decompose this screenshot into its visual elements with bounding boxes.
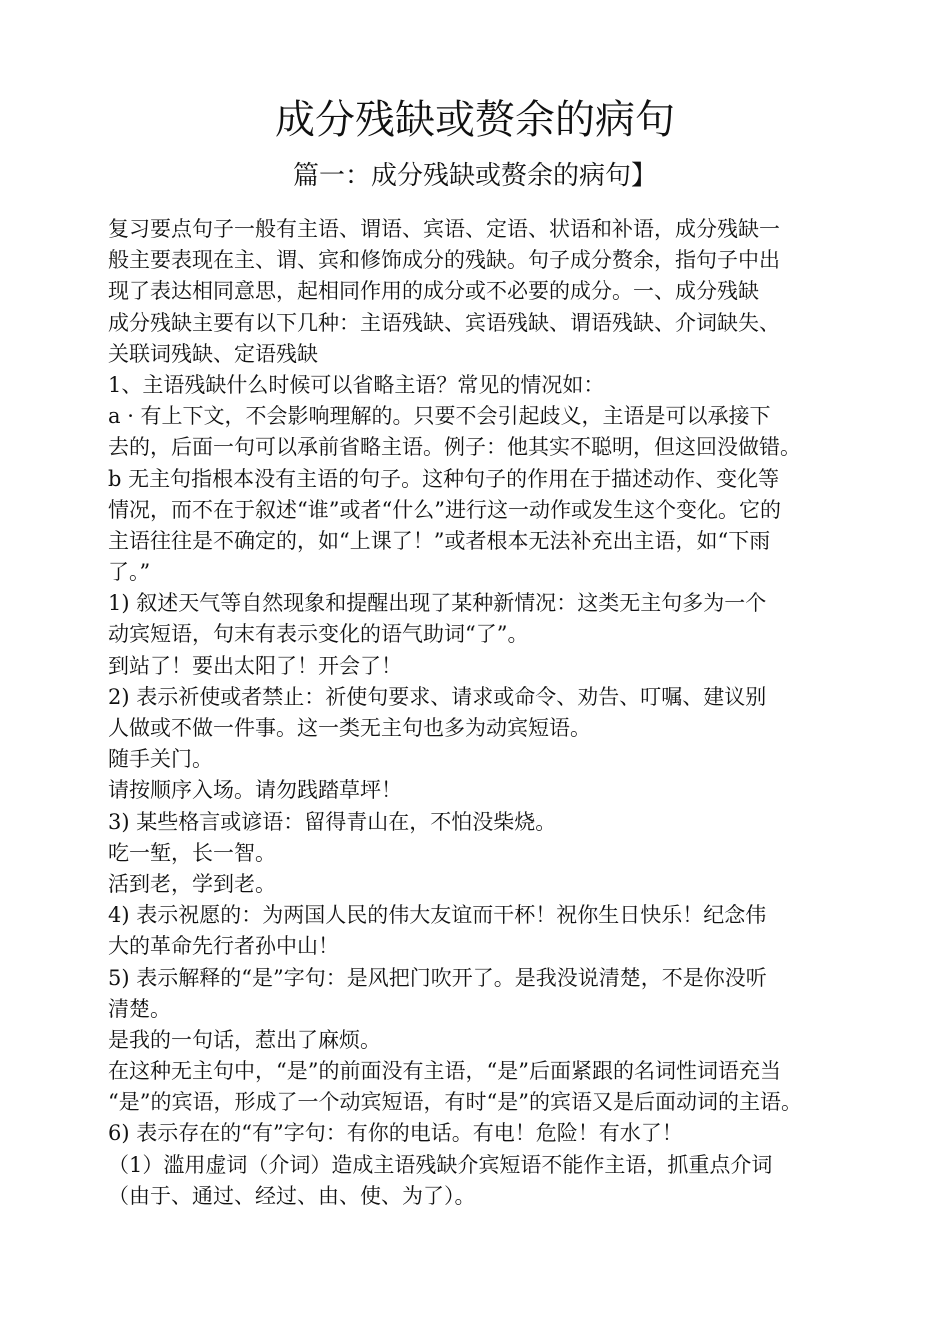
text-line: 般主要表现在主、谓、宾和修饰成分的残缺。句子成分赘余，指句子中出 [108, 248, 780, 273]
document-subtitle: 篇一：成分残缺或赘余的病句】 [292, 161, 657, 191]
text-line: 去的，后面一句可以承前省略主语。例子：他其实不聪明，但这回没做错。 [108, 435, 801, 460]
text-line: 活到老，学到老。 [108, 871, 276, 896]
text-line: “是”的宾语，形成了一个动宾短语，有时“是”的宾语又是后面动词的主语。 [108, 1090, 802, 1115]
text-line: b 无主句指根本没有主语的句子。这种句子的作用在于描述动作、变化等 [108, 466, 780, 491]
text-line: 人做或不做一件事。这一类无主句也多为动宾短语。 [108, 716, 591, 740]
text-line: （1）滥用虚词（介词）造成主语残缺介宾短语不能作主语，抓重点介词 [108, 1152, 773, 1177]
text-line: 5) 表示解释的“是”字句：是风把门吹开了。是我没说清楚，不是你没听 [108, 965, 767, 990]
text-line: 4) 表示祝愿的：为两国人民的伟大友谊而干杯！祝你生日快乐！纪念伟 [108, 903, 767, 928]
text-line: 情况，而不在于叙述“谁”或者“什么”进行这一动作或发生这个变化。它的 [108, 497, 781, 522]
document-title: 成分残缺或赘余的病句 [275, 97, 675, 143]
text-line: 关联词残缺、定语残缺 [108, 341, 318, 366]
text-line: 现了表达相同意思，起相同作用的成分或不必要的成分。一、成分残缺 [108, 279, 759, 304]
text-line: 主语往往是不确定的，如“上课了！”或者根本无法补充出主语，如“下雨 [108, 528, 771, 553]
text-line: 请按顺序入场。请勿践踏草坪！ [108, 778, 402, 803]
text-line: 2) 表示祈使或者禁止：祈使句要求、请求或命令、劝告、叮嘱、建议别 [108, 684, 767, 709]
text-line: 清楚。 [108, 996, 171, 1021]
text-line: 6) 表示存在的“有”字句：有你的电话。有电！危险！有水了！ [108, 1121, 683, 1146]
text-line: a · 有上下文，不会影响理解的。只要不会引起歧义，主语是可以承接下 [108, 404, 771, 429]
text-line: 3) 某些格言或谚语：留得青山在，不怕没柴烧。 [108, 809, 557, 834]
text-line: 随手关门。 [108, 747, 213, 772]
document-body [108, 214, 880, 1212]
text-line: 成分残缺主要有以下几种：主语残缺、宾语残缺、谓语残缺、介词缺失、 [108, 310, 780, 335]
text-line: 是我的一句话，惹出了麻烦。 [108, 1027, 381, 1052]
text-line: 1) 叙述天气等自然现象和提醒出现了某种新情况：这类无主句多为一个 [108, 591, 767, 616]
text-line: 在这种无主句中，“是”的前面没有主语，“是”后面紧跟的名词性词语充当 [108, 1059, 781, 1084]
text-line: 吃一堑，长一智。 [108, 840, 276, 865]
text-line: 动宾短语，句末有表示变化的语气助词“了”。 [108, 622, 529, 647]
text-line: 大的革命先行者孙中山！ [108, 934, 339, 959]
text-line: 到站了！要出太阳了！开会了！ [108, 653, 402, 678]
text-line: 复习要点句子一般有主语、谓语、宾语、定语、状语和补语，成分残缺一 [108, 217, 780, 241]
text-line: 1、主语残缺什么时候可以省略主语？常见的情况如： [108, 372, 605, 397]
text-line: 了。” [108, 560, 151, 585]
text-line: （由于、通过、经过、由、使、为了）。 [108, 1183, 476, 1208]
